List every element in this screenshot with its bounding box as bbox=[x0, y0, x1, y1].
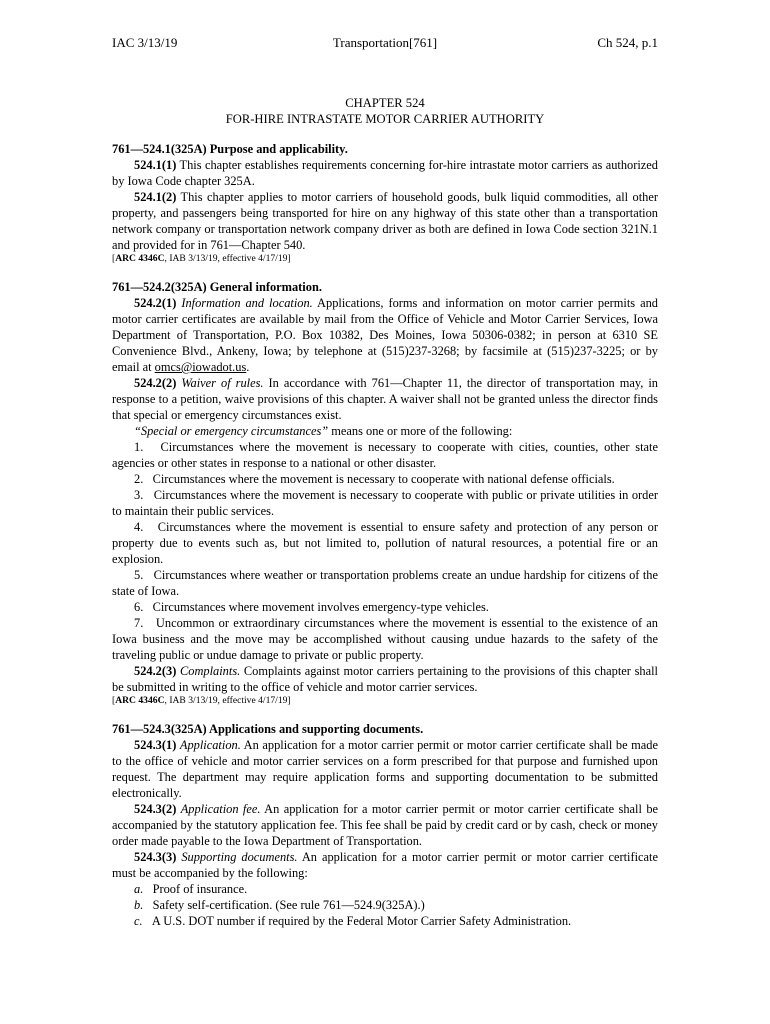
subrule-heading: Application. bbox=[179, 738, 241, 752]
subrule-number: 524.1(1) bbox=[134, 158, 177, 172]
arc-number: ARC 4346C bbox=[115, 695, 165, 706]
subrule-524-1-1 bbox=[112, 157, 658, 189]
chapter-number: CHAPTER 524 bbox=[345, 96, 425, 110]
running-header bbox=[112, 35, 658, 51]
subrule-number: 524.2(1) bbox=[134, 296, 177, 310]
subrule-text: An application for a motor carrier permit or motor carrier certificate shall be accompanied by the statutory application fee. This fee shall be paid by credit card or by cash, check or money order made payable to the Iowa Department of Transportation. bbox=[112, 802, 659, 848]
defined-term: “Special or emergency circumstances” bbox=[134, 424, 329, 438]
list-item: 1. Circumstances where the movement is necessary to cooperate with cities, counties, other state agencies or other states in response to a national or other disaster. bbox=[112, 440, 658, 470]
item-text: Safety self-certification. (See rule 761—524.9(325A).) bbox=[143, 898, 425, 912]
list-item: 5. Circumstances where weather or transportation problems create an undue hardship for citizens of the state of Iowa. bbox=[112, 568, 658, 598]
source-citation: [ARC 4346C, IAB 3/13/19, effective 4/17/19] bbox=[112, 695, 291, 706]
rule-524-2-title: 761—524.2(325A) General information. bbox=[112, 280, 322, 294]
subrule-text: Complaints against motor carriers pertaining to the provisions of this chapter shall be submitted in writing to the office of vehicle and motor carrier services. bbox=[112, 664, 658, 694]
subrule-text: In accordance with 761—Chapter 11, the director of transportation may, in response to a petition, waive provisions of this chapter. A waiver shall not be granted unless the director finds that special or emergency circumstances exist. bbox=[112, 376, 658, 422]
subrule-text: An application for a motor carrier permit or motor carrier certificate must be accompanied by the following: bbox=[112, 850, 658, 880]
list-item: 3. Circumstances where the movement is necessary to cooperate with public or private utilities in order to maintain their public services. bbox=[112, 488, 658, 518]
document-body bbox=[112, 95, 658, 929]
subrule-524-3-1 bbox=[112, 737, 658, 801]
list-item bbox=[112, 897, 658, 913]
subrule-number: 524.1(2) bbox=[134, 190, 177, 204]
header-page-ref: Ch 524, p.1 bbox=[597, 35, 658, 50]
list-item bbox=[112, 881, 658, 897]
list-item: 7. Uncommon or extraordinary circumstances where the movement is essential to the existence of an Iowa business and the move may be accomplished without causing undue hazards to the safety of the traveling public or undue damage to private or public property. bbox=[112, 616, 658, 662]
subrule-524-2-1: 524.2(1) Information and location. Applications, forms and information on motor carrier permits and motor carrier certificates are available by mail from the Office of Vehicle and Motor Carrier Services, Iowa Department of Transportation, P.O. Box 10382, Des Moines, Iowa 50306-0382; in person at 6310 SE Convenience Blvd., Ankeny, Iowa; by telephone at (515)237-3268; by facsimile at (515)237-3225; or by email at omcs@iowadot.us. bbox=[112, 296, 658, 374]
rule-524-1-title: 761—524.1(325A) Purpose and applicability. bbox=[112, 142, 348, 156]
subrule-number: 524.3(2) bbox=[134, 802, 177, 816]
subrule-524-3-3 bbox=[112, 849, 658, 881]
rule-524-3-title: 761—524.3(325A) Applications and supporting documents. bbox=[112, 722, 424, 736]
subrule-text: This chapter establishes requirements concerning for-hire intrastate motor carriers as authorized by Iowa Code chapter 325A. bbox=[112, 158, 658, 188]
subrule-524-3-2 bbox=[112, 801, 658, 849]
header-agency: Transportation[761] bbox=[332, 35, 438, 50]
item-label: b. bbox=[134, 898, 144, 912]
subrule-number: 524.3(3) bbox=[134, 850, 177, 864]
arc-number: ARC 4346C bbox=[115, 253, 165, 264]
list-item: 4. Circumstances where the movement is essential to ensure safety and protection of any person or property due to events such as, but not limited to, pollution of natural resources, a potential fire or an explosion. bbox=[112, 520, 658, 566]
subrule-number: 524.2(3) bbox=[134, 664, 177, 678]
subrule-heading: Complaints. bbox=[180, 664, 241, 678]
chapter-title: FOR-HIRE INTRASTATE MOTOR CARRIER AUTHORITY bbox=[225, 112, 545, 126]
subrule-heading: Application fee. bbox=[180, 802, 261, 816]
subrule-heading: Information and location. bbox=[181, 296, 313, 310]
subrule-number: 524.2(2) bbox=[134, 376, 177, 390]
subrule-heading: Waiver of rules. bbox=[181, 376, 264, 390]
subrule-text: Applications, forms and information on motor carrier permits and motor carrier certificates are available by mail from the Office of Vehicle and Motor Carrier Services, Iowa Department of Transportation, P.O. Box 10382, Des Moines, Iowa 50306-0382; in person at 6310 SE Convenience Blvd., Ankeny, Iowa; by telephone at (515)237-3268; by facsimile at (515)237-3225; or by email at bbox=[112, 296, 658, 374]
source-citation: [ARC 4346C, IAB 3/13/19, effective 4/17/19] bbox=[112, 253, 291, 264]
list-item: 6. Circumstances where movement involves emergency-type vehicles. bbox=[134, 600, 489, 614]
list-item bbox=[112, 913, 658, 929]
list-item: 2. Circumstances where the movement is necessary to cooperate with national defense officials. bbox=[134, 472, 615, 486]
item-text: Proof of insurance. bbox=[143, 882, 248, 896]
item-label: a. bbox=[134, 882, 144, 896]
subrule-524-1-2 bbox=[112, 189, 658, 253]
subrule-number: 524.3(1) bbox=[134, 738, 177, 752]
item-text: A U.S. DOT number if required by the Federal Motor Carrier Safety Administration. bbox=[142, 914, 572, 928]
subrule-text: An application for a motor carrier permit or motor carrier certificate shall be made to the office of vehicle and motor carrier services on a form prescribed for that purpose and furnished upon request. The department may require application forms and supporting documentation to be submitted electronically. bbox=[112, 738, 658, 800]
definition: “Special or emergency circumstances” means one or more of the following: bbox=[134, 424, 513, 438]
subrule-524-2-2 bbox=[112, 375, 658, 423]
subrule-heading: Supporting documents. bbox=[181, 850, 298, 864]
item-label: c. bbox=[134, 914, 143, 928]
subrule-524-2-3 bbox=[112, 663, 658, 695]
subrule-text: This chapter applies to motor carriers of household goods, bulk liquid commodities, all other property, and passengers being transported for hire on any highway of this state other than a transportation network company or transportation network company driver as both are defined in Iowa Code section 321N.1 and provided for in 761—Chapter 540. bbox=[112, 190, 658, 252]
email-link[interactable]: omcs@iowadot.us bbox=[154, 360, 247, 374]
header-date: IAC 3/13/19 bbox=[112, 35, 178, 50]
